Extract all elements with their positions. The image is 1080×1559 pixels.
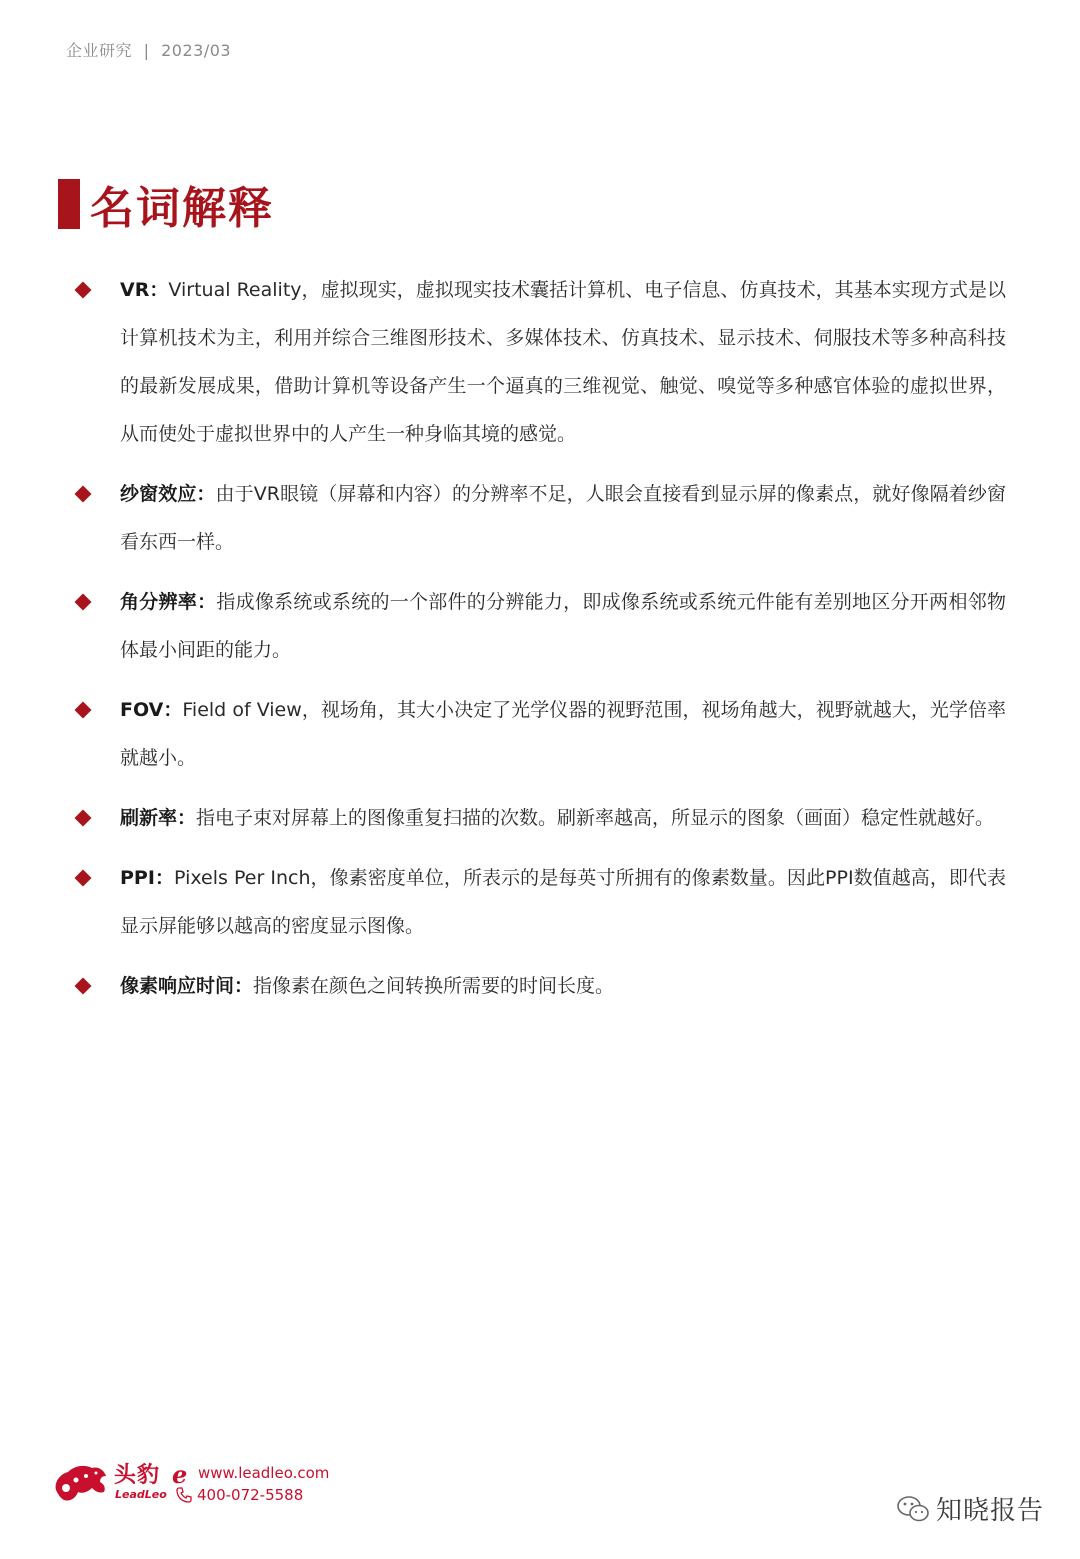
glossary-term: 像素响应时间： xyxy=(120,975,254,997)
page-title: 名词解释 xyxy=(90,183,274,234)
diamond-bullet-icon xyxy=(76,703,90,717)
glossary-item-ppi xyxy=(76,854,1006,950)
brand-name-en: LeadLeo xyxy=(115,1488,167,1501)
brand-name-cn: 头豹 xyxy=(114,1463,161,1488)
watermark xyxy=(896,1490,1044,1527)
glossary-term: FOV： xyxy=(120,699,183,721)
glossary-definition: Pixels Per Inch，像素密度单位，所表示的是每英寸所拥有的像素数量。因此PPI数值越高，即代表显示屏能够以越高的密度显示图像。 xyxy=(120,867,1006,937)
header-meta xyxy=(66,38,231,61)
diamond-bullet-icon xyxy=(76,283,90,297)
glossary-item-body xyxy=(120,578,1006,674)
glossary-definition: 指成像系统或系统的一个部件的分辨能力，即成像系统或系统元件能有差别地区分开两相邻物体最小间距的能力。 xyxy=(120,591,1006,661)
glossary-item-body xyxy=(120,962,1006,1010)
glossary-item-angular-resolution xyxy=(76,578,1006,674)
glossary-item-body xyxy=(120,794,1006,842)
header-category: 企业研究 xyxy=(66,41,133,60)
watermark-text: 知晓报告 xyxy=(935,1496,1044,1526)
diamond-bullet-icon xyxy=(76,979,90,993)
phone-row xyxy=(176,1486,303,1504)
phone-icon xyxy=(176,1487,192,1503)
glossary-definition: Virtual Reality，虚拟现实，虚拟现实技术囊括计算机、电子信息、仿真技术，其基本实现方式是以计算机技术为主，利用并综合三维图形技术、多媒体技术、仿真技术、显示技术、伺服技术等多种高科技的最新发展成果，借助计算机等设备产生一个逼真的三维视觉、触觉、嗅觉等多种感官体验的虚拟世界，从而使处于虚拟世界中的人产生一种身临其境的感觉。 xyxy=(120,279,1006,445)
website-link[interactable]: www.leadleo.com xyxy=(198,1464,330,1482)
glossary-item-body xyxy=(120,470,1006,566)
glossary-item-fov xyxy=(76,686,1006,782)
phone-number: 400-072-5588 xyxy=(197,1486,304,1504)
section-title xyxy=(58,178,274,234)
glossary-term: 纱窗效应： xyxy=(120,483,216,505)
glossary-item-refresh-rate xyxy=(76,794,1006,842)
glossary-term: VR： xyxy=(120,279,169,301)
diamond-bullet-icon xyxy=(76,487,90,501)
glossary-item-vr xyxy=(76,266,1006,458)
diamond-bullet-icon xyxy=(76,595,90,609)
glossary-term: 角分辨率： xyxy=(120,591,217,613)
glossary-item-pixel-response-time xyxy=(76,962,1006,1010)
e-icon: e xyxy=(172,1460,188,1489)
glossary-definition: 由于VR眼镜（屏幕和内容）的分辨率不足，人眼会直接看到显示屏的像素点，就好像隔着纱窗看东西一样。 xyxy=(120,483,1006,553)
glossary-item-body xyxy=(120,854,1006,950)
glossary-item-body xyxy=(120,686,1006,782)
glossary-item-screen-door-effect xyxy=(76,470,1006,566)
leadleo-leopard-logo-icon xyxy=(52,1460,108,1504)
header-date: 2023/03 xyxy=(161,41,232,60)
glossary-term: 刷新率： xyxy=(120,807,197,829)
title-accent-bar xyxy=(58,179,80,229)
diamond-bullet-icon xyxy=(76,871,90,885)
glossary-definition: Field of View，视场角，其大小决定了光学仪器的视野范围，视场角越大，视野就越大，光学倍率就越小。 xyxy=(120,699,1006,769)
header-separator: | xyxy=(143,41,150,60)
glossary-definition: 指电子束对屏幕上的图像重复扫描的次数。刷新率越高，所显示的图象（画面）稳定性就越好。 xyxy=(196,807,995,829)
glossary-definition: 指像素在颜色之间转换所需要的时间长度。 xyxy=(253,975,615,997)
diamond-bullet-icon xyxy=(76,811,90,825)
glossary-term: PPI： xyxy=(120,867,175,889)
glossary-item-body xyxy=(120,266,1006,458)
wechat-icon xyxy=(896,1494,930,1524)
glossary-list xyxy=(76,266,1006,1022)
